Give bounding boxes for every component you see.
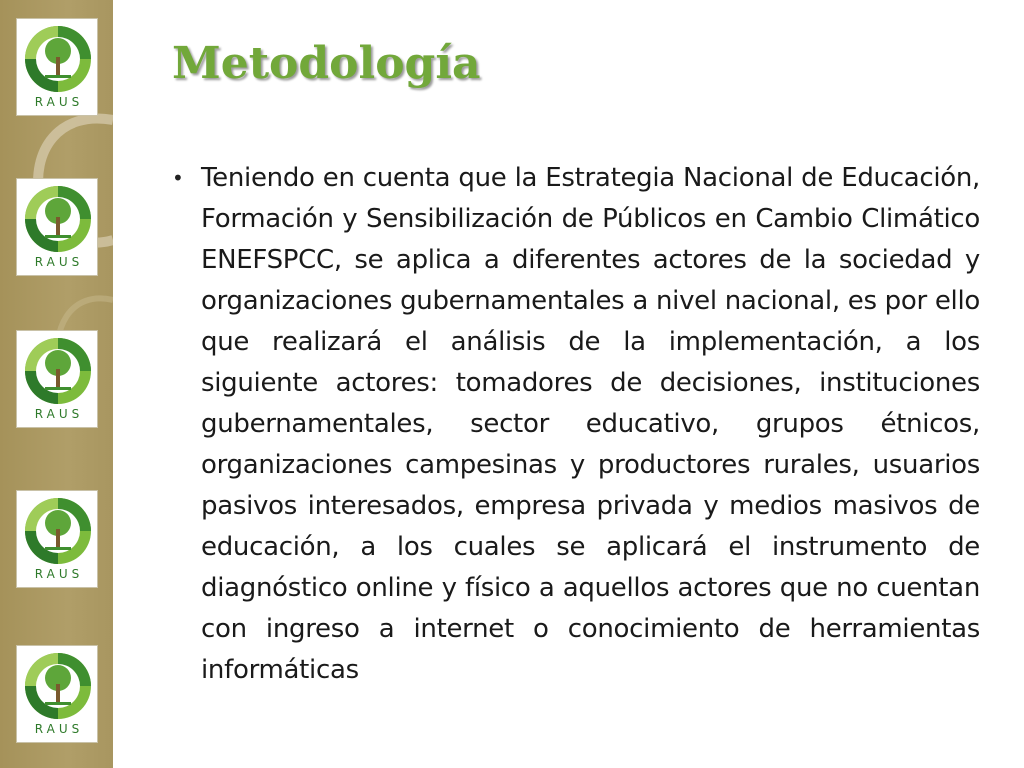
raus-logo (16, 18, 98, 116)
logo-label: RAUS (34, 407, 84, 421)
raus-tree-puzzle-icon (17, 331, 99, 411)
bullet-marker: • (172, 166, 184, 190)
logo-label: RAUS (34, 567, 84, 581)
raus-tree-puzzle-icon (17, 646, 99, 726)
raus-tree-puzzle-icon (17, 491, 99, 571)
raus-logo (16, 645, 98, 743)
bullet-list (172, 158, 980, 691)
raus-logo (16, 330, 98, 428)
slide-title: Metodología (172, 38, 481, 89)
raus-tree-puzzle-icon (17, 19, 99, 99)
raus-logo (16, 490, 98, 588)
logo-label: RAUS (34, 722, 84, 736)
logo-label: RAUS (34, 95, 84, 109)
raus-tree-puzzle-icon (17, 179, 99, 259)
bullet-paragraph: Teniendo en cuenta que la Estrategia Nacional de Educación, Formación y Sensibilización de Públicos en Cambio Climático ENEFSPCC, se aplica a diferentes actores de la sociedad y organizaciones gubernamentales a nivel nacional, es por ello que realizará el análisis de la implementación, a los siguiente actores: tomadores de decisiones, instituciones gubernamentales, sector educativo, grupos étnicos, organizaciones campesinas y productores rurales, usuarios pasivos interesados, empresa privada y medios masivos de educación, a los cuales se aplicará el instrumento de diagnóstico online y físico a aquellos actores que no cuentan con ingreso a internet o conocimiento de herramientas informáticas (201, 163, 980, 685)
raus-logo (16, 178, 98, 276)
logo-label: RAUS (34, 255, 84, 269)
sidebar (0, 0, 113, 768)
